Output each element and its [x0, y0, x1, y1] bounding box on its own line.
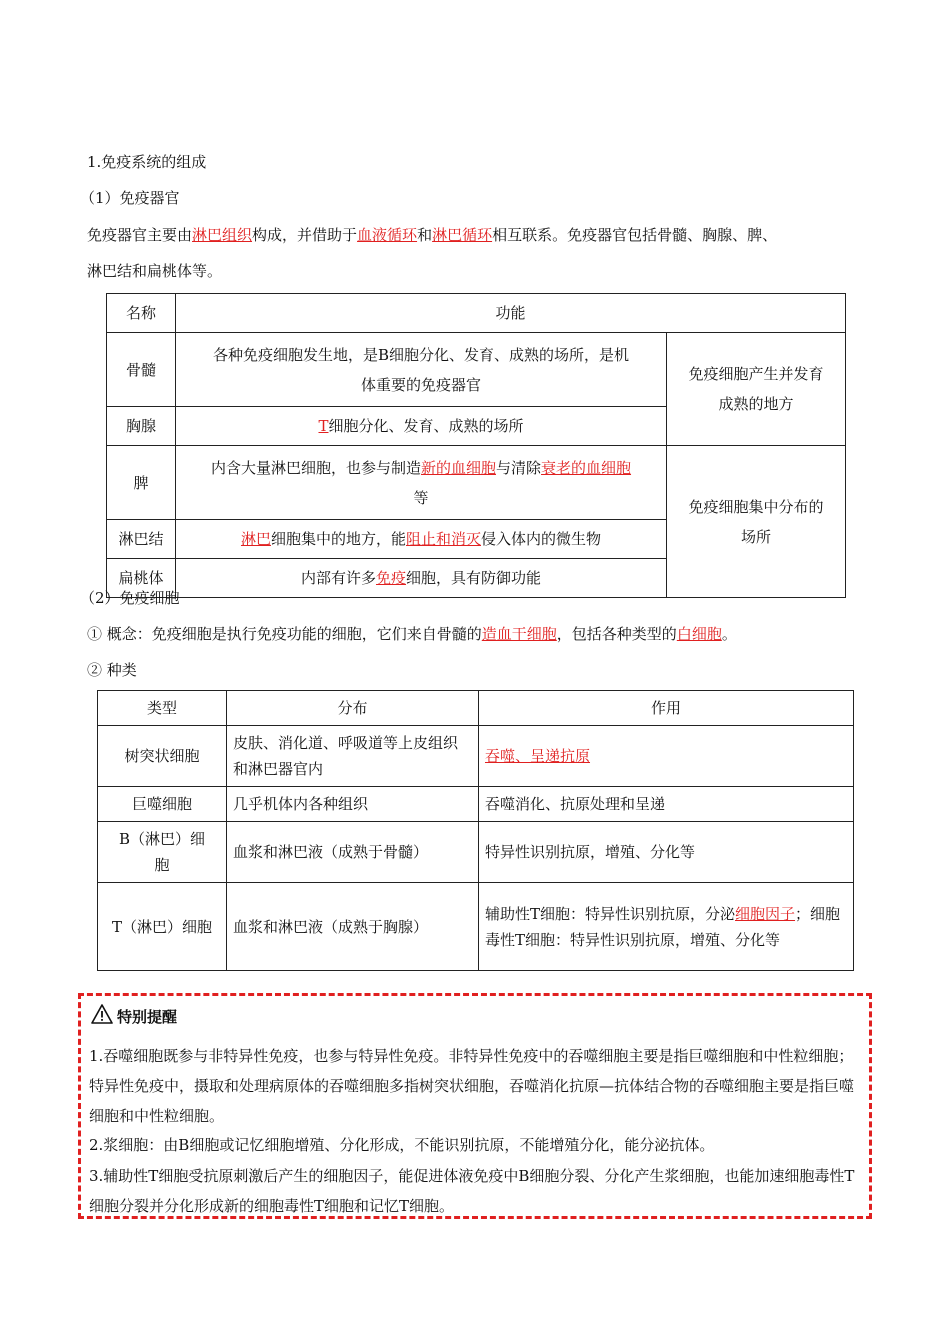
header-distribution: 分布 [227, 691, 479, 726]
answer-dendritic-role: 吞噬、呈递抗原 [485, 747, 591, 765]
text: ；细胞毒性T细胞：特异性识别抗原，增殖、分化等 [485, 904, 841, 949]
text: 辅助性T细胞：特异性识别抗原，分泌 [485, 904, 736, 923]
notice-point-1: 1.吞噬细胞既参与非特异性免疫，也参与特异性免疫。非特异性免疫中的吞噬细胞主要是指巨噬细胞和中性粒细胞；特异性免疫中，摄取和处理病原体的吞噬细胞多指树突状细胞，吞噬消化抗原—抗体结合物的吞噬细胞主要是指巨噬细胞和中性粒细胞。 [89, 1047, 855, 1125]
answer-blood-circulation: 血液循环 [357, 226, 418, 244]
answer-old-blood-cells: 衰老的血细胞 [541, 458, 632, 477]
dendritic-distribution: 皮肤、消化道、呼吸道等上皮组织和淋巴器官内 [227, 726, 479, 787]
organ-spleen: 脾 [107, 446, 176, 520]
thymus-function [176, 407, 667, 446]
notice-title [91, 1004, 177, 1028]
answer-white-cells: 白细胞 [676, 625, 722, 643]
text: ① 概念：免疫细胞是执行免疫功能的细胞，它们来自骨髓的 [87, 625, 482, 643]
text: 细胞集中的地方，能 [270, 530, 406, 548]
text: 内部有许多 [300, 569, 376, 587]
text: 场所 [741, 527, 772, 546]
immune-organ-table [106, 293, 846, 598]
marrow-function [176, 333, 667, 407]
answer-block-destroy: 阻止和消灭 [406, 530, 482, 548]
text: 各种免疫细胞发生地，是B细胞分化、发育、成熟的场所，是机 [212, 345, 630, 364]
text: 细胞分化、发育、成熟的场所 [328, 417, 524, 435]
answer-lymph: 淋巴 [240, 530, 271, 548]
header-function: 功能 [176, 294, 846, 333]
organ-thymus: 胸腺 [107, 407, 176, 446]
header-type: 类型 [98, 691, 227, 726]
concept-line [87, 624, 737, 644]
notice-title-text: 特别提醒 [117, 1007, 178, 1026]
organ-lymph-node: 淋巴结 [107, 520, 176, 559]
answer-cytokine: 细胞因子 [735, 904, 796, 923]
t-distribution: 血浆和淋巴液（成熟于胸腺） [227, 883, 479, 971]
cell-dendritic: 树突状细胞 [98, 726, 227, 787]
section-heading: 1.免疫系统的组成 [87, 153, 207, 171]
tonsil-function [176, 559, 667, 598]
text: 体重要的免疫器官 [360, 375, 481, 394]
dendritic-role [479, 726, 854, 787]
organ-tonsil: 扁桃体 [107, 559, 176, 598]
warning-triangle-icon [91, 1004, 113, 1028]
b-role: 特异性识别抗原，增殖、分化等 [479, 822, 854, 883]
notice-point-3: 3.辅助性T细胞受抗原刺激后产生的细胞因子，能促进体液免疫中B细胞分裂、分化产生浆细胞，也能加速细胞毒性T细胞分裂并分化形成新的细胞毒性T细胞和记忆T细胞。 [89, 1167, 855, 1215]
group-note-development [667, 333, 846, 446]
text: 等 [413, 488, 429, 507]
text: 内含大量淋巴细胞，也参与制造 [210, 458, 421, 477]
text: B（淋巴）细 [118, 830, 206, 848]
text: 与清除 [496, 458, 542, 477]
answer-immune: 免疫 [375, 569, 406, 587]
text: ，包括各种类型的 [556, 625, 677, 643]
t-role [479, 883, 854, 971]
intro-paragraph-line1 [87, 225, 777, 245]
text: 侵入体内的微生物 [481, 530, 602, 548]
immune-cell-table [97, 690, 854, 971]
text: 细胞，具有防御功能 [406, 569, 542, 587]
kinds-line: ② 种类 [87, 661, 137, 679]
text: 成熟的地方 [718, 395, 794, 413]
organ-marrow: 骨髓 [107, 333, 176, 407]
text: 免疫细胞产生并发育 [688, 365, 824, 383]
macrophage-distribution: 几乎机体内各种组织 [227, 787, 479, 822]
b-distribution: 血浆和淋巴液（成熟于骨髓） [227, 822, 479, 883]
answer-lymph-tissue: 淋巴组织 [192, 226, 253, 244]
text: 相互联系。免疫器官包括骨髓、胸腺、脾、 [492, 226, 778, 244]
answer-new-blood-cells: 新的血细胞 [420, 458, 496, 477]
header-name: 名称 [107, 294, 176, 333]
intro-paragraph-line2: 淋巴结和扁桃体等。 [87, 262, 223, 280]
spleen-function [176, 446, 667, 520]
lymph-node-function [176, 520, 667, 559]
notice-point-2: 2.浆细胞：由B细胞或记忆细胞增殖、分化形成，不能识别抗原，不能增殖分化，能分泌抗体。 [89, 1136, 715, 1154]
group-note-distribution [667, 446, 846, 598]
text: 胞 [154, 856, 170, 874]
answer-stem-cells: 造血干细胞 [481, 625, 557, 643]
text: 构成，并借助于 [252, 226, 358, 244]
text: 免疫器官主要由 [87, 226, 193, 244]
answer-t: T [318, 417, 329, 435]
text: 免疫细胞集中分布的 [688, 497, 824, 516]
cell-t-lymphocyte: T（淋巴）细胞 [98, 883, 227, 971]
macrophage-role: 吞噬消化、抗原处理和呈递 [479, 787, 854, 822]
text: 和 [417, 226, 433, 244]
text: 。 [721, 625, 737, 643]
subheading-cells: （2）免疫细胞 [80, 589, 180, 607]
cell-b-lymphocyte [98, 822, 227, 883]
header-role: 作用 [479, 691, 854, 726]
answer-lymph-circulation: 淋巴循环 [432, 226, 493, 244]
subheading-organs: （1）免疫器官 [80, 189, 180, 207]
cell-macrophage: 巨噬细胞 [98, 787, 227, 822]
special-notice-box [78, 993, 872, 1219]
